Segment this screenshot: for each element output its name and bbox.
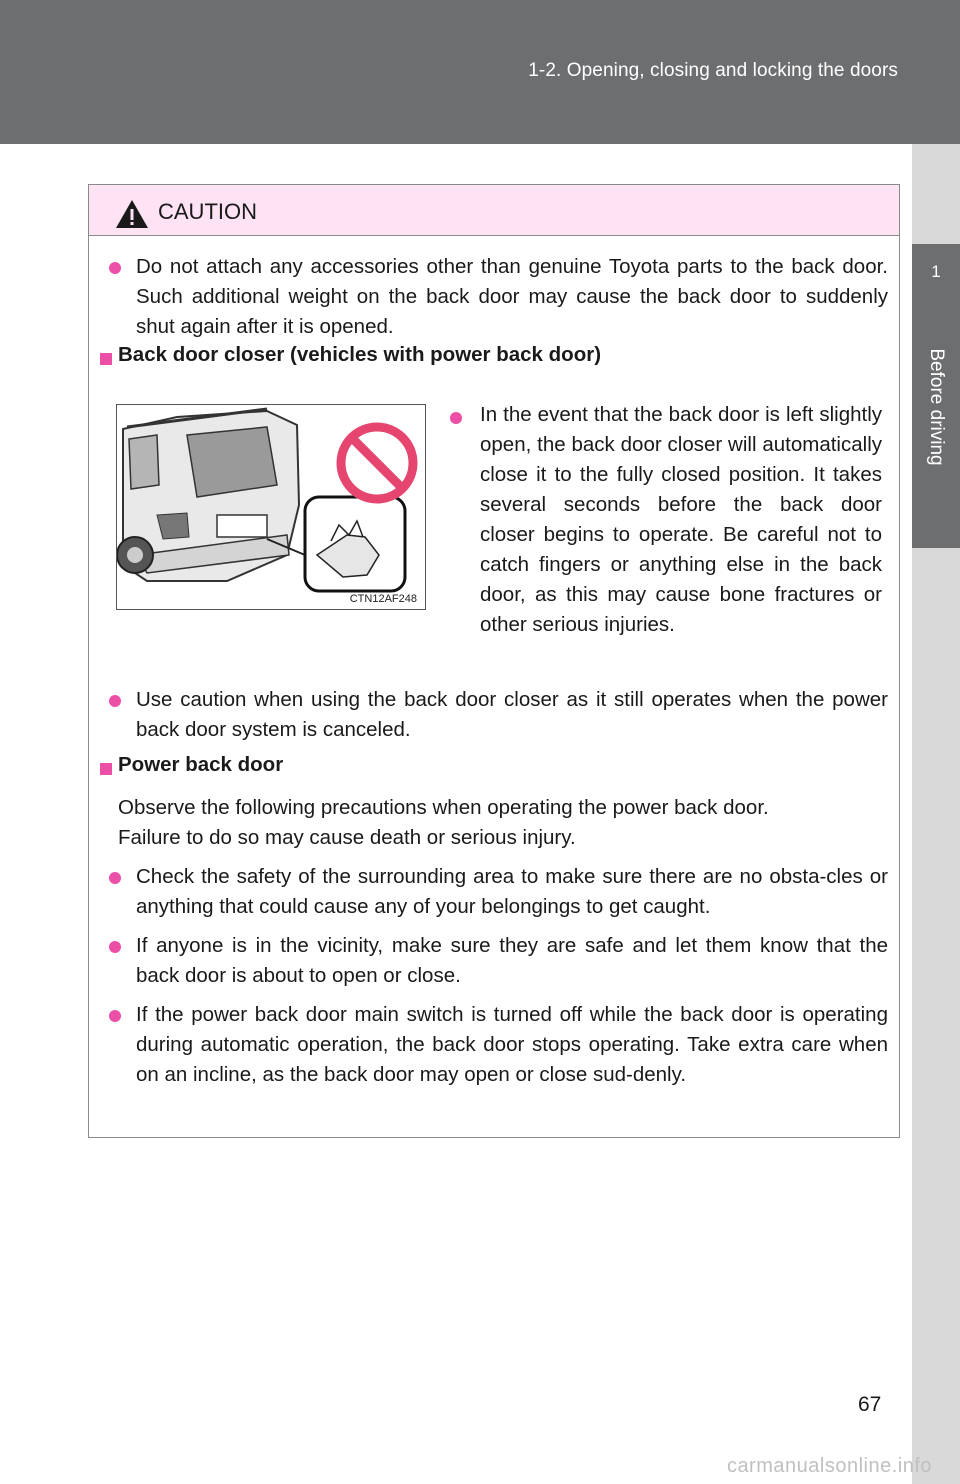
chapter-label: Before driving (926, 348, 947, 466)
figure-caption: CTN12AF248 (349, 593, 417, 605)
bullet-icon (109, 262, 121, 274)
watermark: carmanualsonline.info (726, 1455, 932, 1477)
caution-bullet-5: If anyone is in the vicinity, make sure they are safe and let them know that the back door is about to open or close. (136, 934, 888, 987)
section-title: 1-2. Opening, closing and locking the doors (528, 60, 898, 81)
illustration-back-door-closer (116, 404, 426, 610)
bullet-icon (450, 412, 462, 424)
bullet-icon (109, 872, 121, 884)
caution-bullet-1: Do not attach any accessories other than genuine Toyota parts to the back door. Such additional weight on the back door may cause the back door to suddenly shut again after it is opened. (136, 255, 888, 338)
power-back-door-intro-line-1: Observe the following precautions when operating the power back door. (118, 796, 769, 819)
caution-bullet-2: In the event that the back door is left slightly open, the back door closer will automatically close it to the fully closed position. It takes several seconds before the back door closer begins to operate. Be careful not to catch fingers or anything else in the back door, as this may cause bone fractures or other serious injuries. (480, 403, 882, 636)
square-bullet-icon (100, 763, 112, 775)
caution-title: CAUTION (158, 199, 257, 224)
caution-bullet-3: Use caution when using the back door closer as it still operates when the power back door system is canceled. (136, 688, 888, 741)
warning-triangle-icon (115, 199, 149, 229)
page-number: 67 (858, 1393, 882, 1416)
square-bullet-icon (100, 353, 112, 365)
bullet-icon (109, 695, 121, 707)
caution-bullet-6: If the power back door main switch is turned off while the back door is operating during automatic operation, the back door stops operating. Take extra care when on an incline, as the back door may open or close sud-denly. (136, 1003, 888, 1086)
bullet-icon (109, 941, 121, 953)
chapter-number: 1 (931, 262, 941, 281)
caution-header (89, 185, 899, 236)
power-back-door-intro-line-2: Failure to do so may cause death or serious injury. (118, 826, 576, 849)
caution-bullet-4: Check the safety of the surrounding area to make sure there are no obsta-cles or anything that could cause any of your belongings to get caught. (136, 865, 888, 918)
vehicle-rear-illustration (117, 405, 425, 609)
section-heading-power-back-door: Power back door (118, 753, 284, 776)
section-heading-back-door-closer: Back door closer (vehicles with power back door) (118, 343, 602, 366)
bullet-icon (109, 1010, 121, 1022)
